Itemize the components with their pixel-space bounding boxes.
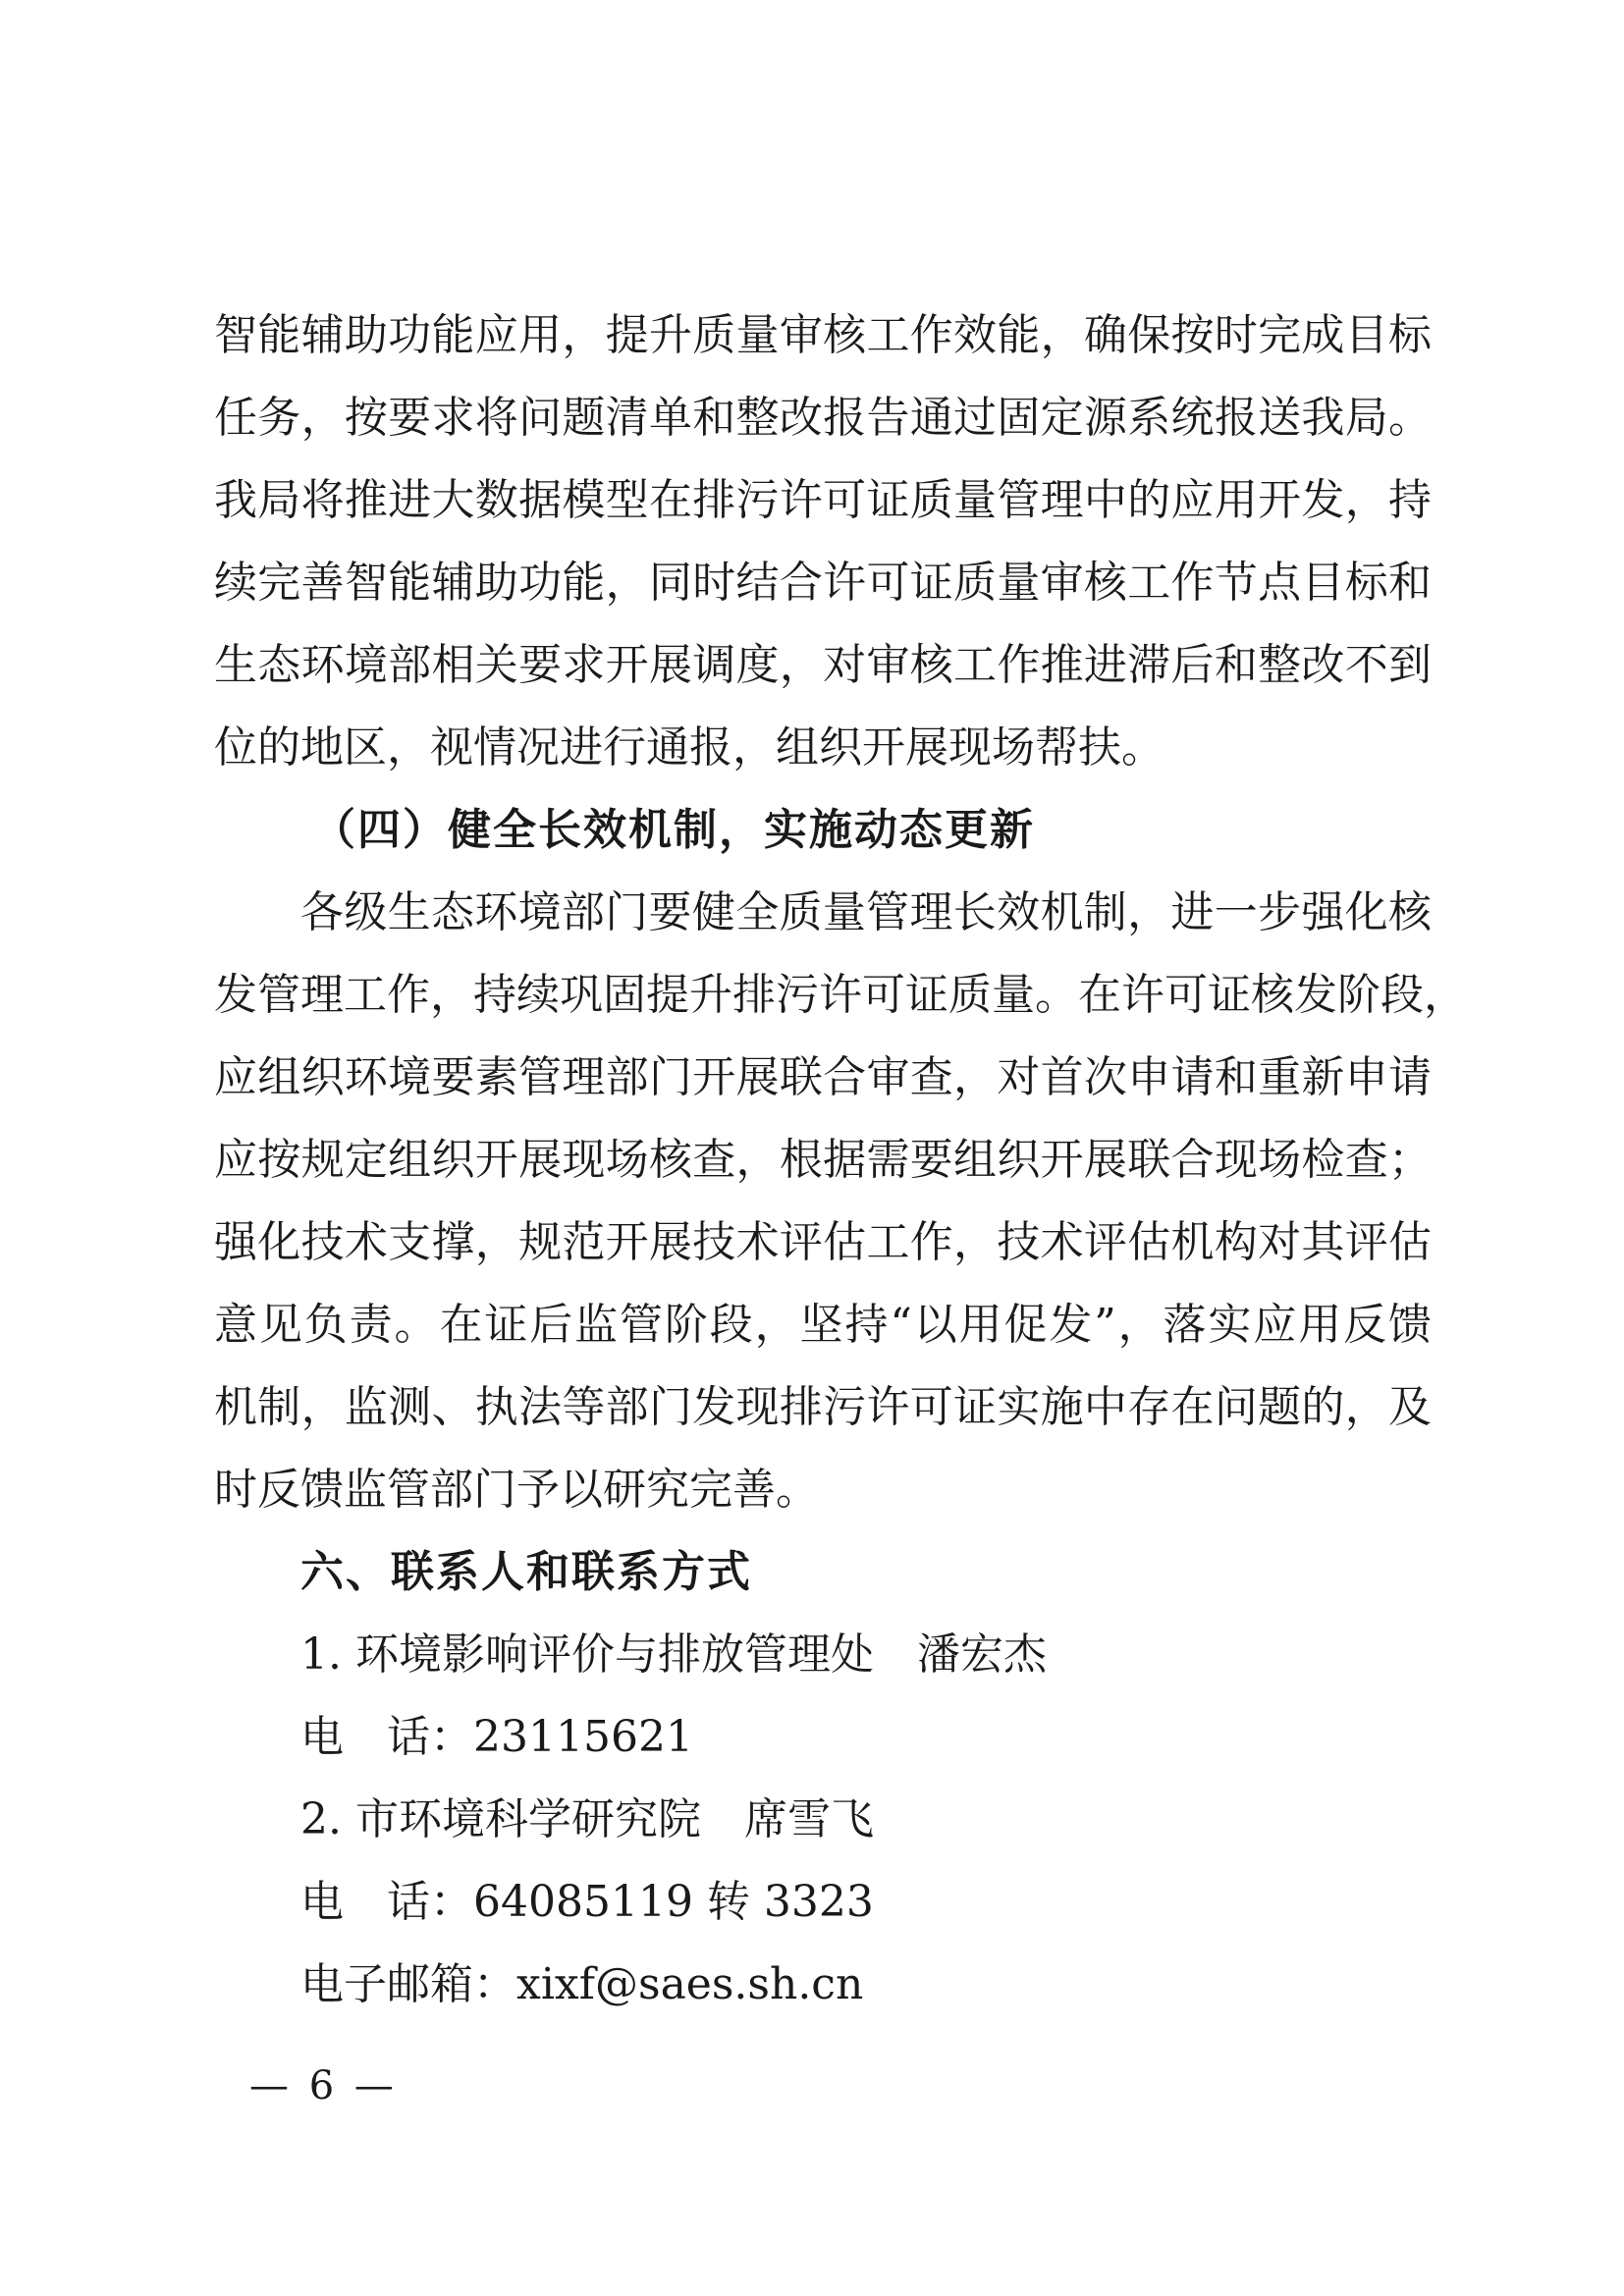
section-heading: 六、联系人和联系方式 bbox=[300, 1547, 752, 1597]
paragraph-line: 发管理工作，持续巩固提升排污许可证质量。在许可证核发阶段， bbox=[214, 970, 1467, 1020]
email-line: 电子邮箱：xixf@saes.sh.cn bbox=[300, 1959, 864, 2009]
paragraph-line: 强化技术支撑，规范开展技术评估工作，技术评估机构对其评估 bbox=[214, 1217, 1432, 1267]
contact-line: 1. 环境影响评价与排放管理处 潘宏杰 bbox=[300, 1629, 1047, 1680]
paragraph-line: 智能辅助功能应用，提升质量审核工作效能，确保按时完成目标 bbox=[214, 310, 1432, 360]
paragraph-line: 续完善智能辅助功能，同时结合许可证质量审核工作节点目标和 bbox=[214, 558, 1432, 608]
contact-line: 电 话：64085119 转 3323 bbox=[300, 1877, 874, 1927]
section-heading: （四）健全长效机制，实施动态更新 bbox=[312, 805, 1035, 855]
contact-line: 电 话：23115621 bbox=[300, 1712, 693, 1762]
paragraph-line: 应按规定组织开展现场核查，根据需要组织开展联合现场检查； bbox=[214, 1135, 1432, 1185]
paragraph-line: 意见负责。在证后监管阶段，坚持“以用促发”，落实应用反馈 bbox=[214, 1300, 1432, 1350]
paragraph-line: 生态环境部相关要求开展调度，对审核工作推进滞后和整改不到 bbox=[214, 640, 1432, 690]
paragraph-line: 时反馈监管部门予以研究完善。 bbox=[214, 1465, 819, 1515]
paragraph-line: 我局将推进大数据模型在排污许可证质量管理中的应用开发，持 bbox=[214, 475, 1432, 525]
paragraph-line: 任务，按要求将问题清单和整改报告通过固定源系统报送我局。 bbox=[214, 393, 1432, 443]
paragraph-line: 机制，监测、执法等部门发现排污许可证实施中存在问题的，及 bbox=[214, 1382, 1432, 1432]
paragraph-line: 各级生态环境部门要健全质量管理长效机制，进一步强化核 bbox=[300, 887, 1432, 937]
contact-line: 2. 市环境科学研究院 席雪飞 bbox=[300, 1794, 874, 1844]
paragraph-line: 位的地区，视情况进行通报，组织开展现场帮扶。 bbox=[214, 722, 1164, 773]
paragraph-line: 应组织环境要素管理部门开展联合审查，对首次申请和重新申请 bbox=[214, 1052, 1432, 1102]
page-number: — 6 — bbox=[249, 2063, 398, 2109]
